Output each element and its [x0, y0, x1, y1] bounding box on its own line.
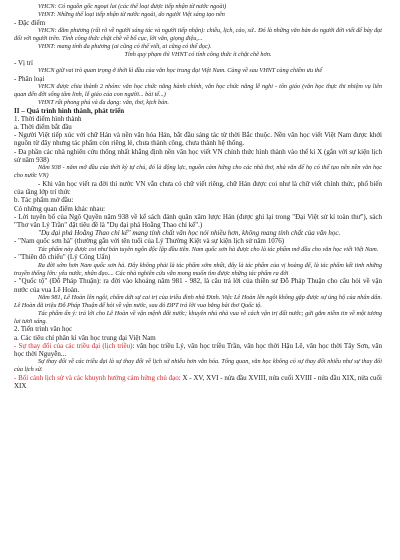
- paragraph-18: b. Tác phẩm mở đầu:: [14, 196, 74, 205]
- paragraph-8: - Phân loại: [14, 74, 45, 83]
- paragraph-5: Tính quy phạm thì VHNT có tính công thức ít chặt chẽ hơn.: [124, 50, 272, 58]
- paragraph-24: - "Thiên đô chiếu" (Lý Công Uẩn): [14, 253, 111, 262]
- paragraph-6: - Vị trí: [14, 58, 33, 67]
- paragraph-21: "Dụ đại phá Hoằng Thao chỉ kế" mang tính chất văn học nói nhiều hơn, không mang tính chất của văn học.: [38, 229, 341, 238]
- paragraph-28: Tác phẩm ấn ý: trả lời cho Lê Hoàn về vận mệnh đất nước; khuyên nhủ nhà vua về cách vận trị đất nước; gửi gắm niềm tin về một tương lai tươi sáng.: [14, 309, 384, 325]
- paragraph-7: VHCN giữ vai trò quan trọng ở thời kì đầu của văn học trung đại Việt Nam. Càng về sau VHNT càng chiếm ưu thế: [38, 66, 323, 74]
- paragraph-15: - Đa phần các nhà nghiên cứu thống nhất khẳng định nền văn học viết VN chính thức hình thành vào thế kỉ X (gắn với sự kiện lịch sử năm 938): [14, 147, 384, 164]
- paragraph-10: VHNT rất phong phú và đa dạng: văn, thơ, kịch bản.: [38, 98, 169, 106]
- paragraph-25: Ra đời sớm hơn Nam quốc sơn hà. Đây không phải là tác phẩm sớm nhất, đây là tác phẩm của vị hoàng đế, là tác phẩm kết tinh những truyền thống lớn: yêu nước, nhân đạo.... Các nhà nghiên cứu vẫn mong muốn tìm được những tác phẩm ra đời: [14, 261, 384, 277]
- paragraph-11: II – Quá trình hình thành, phát triển: [14, 106, 125, 115]
- paragraph-text: : văn học triều Lý, văn học triều Trần, văn học thời Hậu Lê, văn học thời Tây Sơn, văn học thời Nguyễn...: [14, 341, 384, 359]
- paragraph-30: a. Các tiêu chí phân kì văn học trung đại Việt Nam: [14, 333, 156, 342]
- paragraph-17: - Khi văn học viết ra đời thì nước VN vẫn chưa có chữ viết riêng, chữ Hán được coi như là chữ viết chính thức, phổ biến của tầng lớp trí thức: [14, 179, 384, 197]
- paragraph-23: Tác phẩm này được coi như bản tuyên ngôn độc lập đầu tiên. Nam quốc sơn hà được cho là tác phẩm mở đầu cho văn học viết Việt Nam.: [38, 245, 379, 253]
- highlight-text: - Sự thay đổi của các triều đại (lịch triều): [14, 341, 133, 350]
- paragraph-9: VHCN được chia thành 2 nhóm: văn học chức năng hành chính, văn học chức năng lễ nghi - tôn giáo (văn học thực thi nhiệm vụ liên quan đến đời sống tâm linh, lễ giáo của con người... bài tế...): [14, 82, 384, 98]
- paragraph-19: Có những quan điểm khác nhau:: [14, 204, 106, 213]
- paragraph-22: - "Nam quốc sơn hà" (thường gắn với tên tuổi của Lý Thường Kiệt và sự kiện lịch sử năm 1076): [14, 237, 285, 246]
- paragraph-26: - "Quốc tộ" (Đỗ Pháp Thuận): ra đời vào khoảng năm 981 - 982, là câu trả lời của thiền sư Đỗ Pháp Thuận cho câu hỏi về vận nước của vua Lê Hoàn.: [14, 277, 384, 294]
- paragraph-0: VHCN: Có nguồn gốc ngoại lai (các thể loại được tiếp nhận từ nước ngoài): [38, 3, 227, 10]
- paragraph-27: Năm 981, Lê Hoàn lên ngôi, chấm dứt sự cai trị của triều đình nhà Đinh. Việc Lê Hoàn lên ngôi không gặp được sự ủng hộ của nhân dân. Lê Hoàn đã triệu Đỗ Pháp Thuận để hỏi về vận nước, sau đó ĐPT trả lời vua bằng bài thơ Quốc tộ.: [14, 293, 384, 309]
- paragraph-29: 2. Tiến trình văn học: [14, 325, 73, 334]
- paragraph-31: [14, 342, 382, 358]
- highlight-text: - Bối cảnh lịch sử và các khuynh hướng cảm hứng chủ đạo: [14, 374, 179, 383]
- paragraph-13: a. Thời điểm bắt đầu: [14, 123, 72, 132]
- paragraph-20: - Lời tuyên bố của Ngô Quyền năm 938 về kể sách đánh quân xâm lược Hán (được ghi lại trong "Đại Việt sử kí toàn thư"), sách "Thơ văn Lý Trần" đặt tiêu đề là "Dụ đại phá Hoằng Thao chỉ kế".): [14, 212, 384, 229]
- paragraph-16: Năm 938 - năm mở đầu của thời kỳ tự chủ, đó là động lực, nguồn cảm hứng cho các nhà thơ, nhà văn để họ có thể tạo nên nền văn học cho nước VN): [14, 164, 384, 179]
- paragraph-33: [14, 374, 382, 390]
- paragraph-12: 1. Thời điểm hình thành: [14, 114, 82, 123]
- paragraph-4: VHNT: mang tính đa phương (ai cũng có thể viết, ai cũng có thể đọc).: [38, 42, 212, 50]
- paragraph-3: VHCN: đăm phương (rất rõ về người sáng tác và người tiếp nhận): chiều, lịch, cảo, sử.. Đó là những văn bản do người đời viết để bày đạt đối với người trên. Tính công thức chặt chẽ về bố cục, lời văn, giọng điệu,...: [14, 27, 384, 42]
- paragraph-2: - Đặc điểm: [14, 18, 46, 27]
- paragraph-text: : X - XV, XVI - nửa đầu XVIII, nửa cuối XVIII - nửa đầu XIX, nửa cuối XIX: [14, 374, 384, 391]
- paragraph-1: VHNT: Những thể loại tiếp nhận từ nước ngoài, do người Việt sáng tạo nên: [38, 10, 225, 18]
- paragraph-32: Sự thay đổi về các triều đại là sự thay đổi về lịch sử nhiều hơn văn hóa. Tổng quan, văn học không có sự thay đổi nhiều như sự thay đổi của lịch sử.: [14, 358, 384, 374]
- paragraph-14: - Người Việt tiếp xúc với chữ Hán và nền văn hóa Hán, bắt đầu sáng tác từ thời Bắc thuộc. Nền văn học viết Việt Nam được khởi nguồn từ đây nhưng tác phẩm còn riêng lẻ, chưa thành công, chưa thành hệ thống.: [14, 131, 384, 148]
